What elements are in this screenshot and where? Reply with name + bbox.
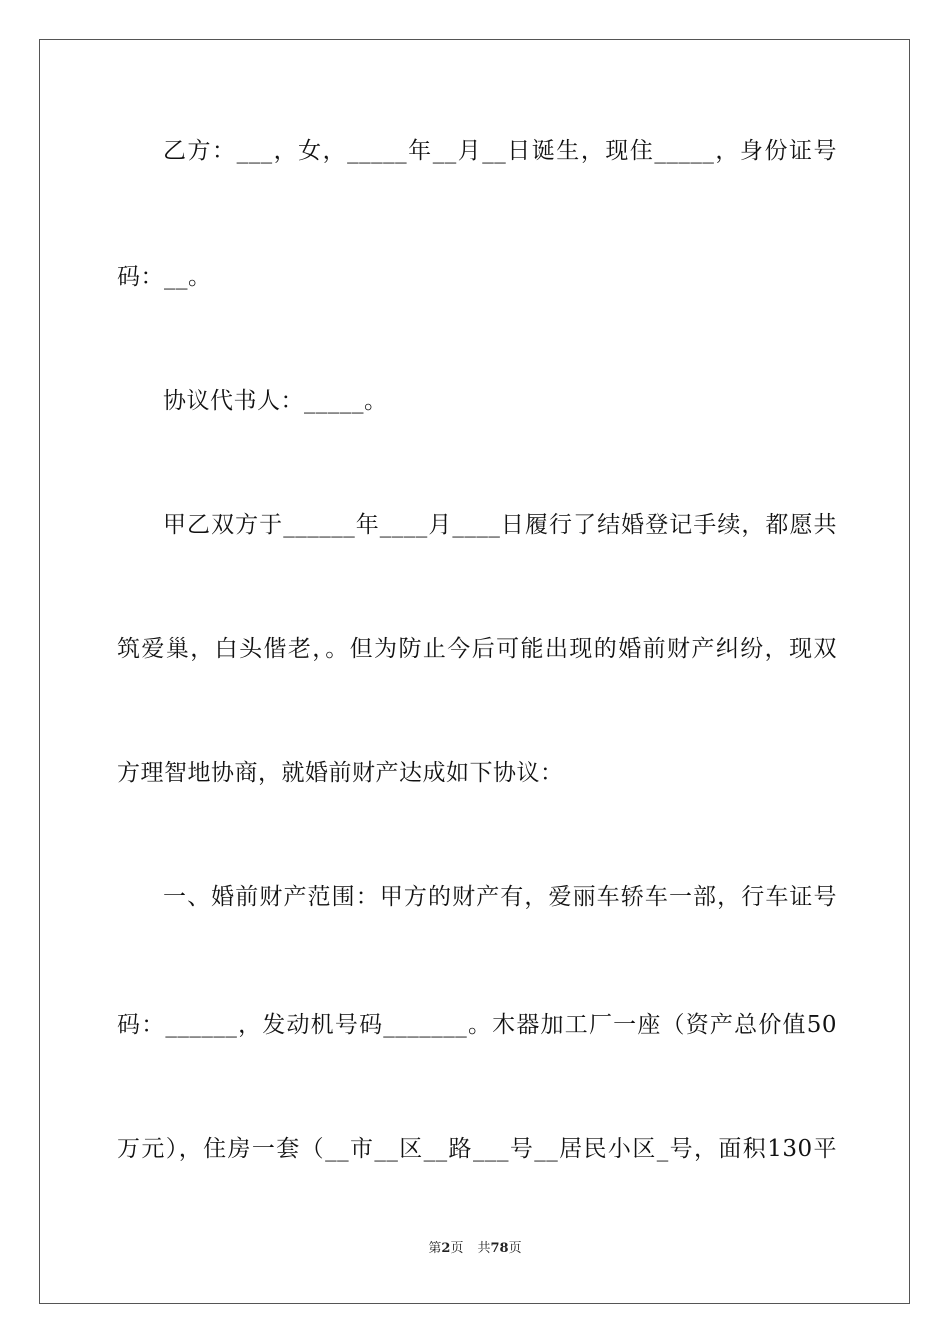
page-suffix: 页 xyxy=(450,1241,464,1256)
text-line-8: 码：______，发动机号码_______。木器加工厂一座（资产总价值50 xyxy=(117,1012,837,1038)
text-line-6: 方理智地协商，就婚前财产达成如下协议： xyxy=(117,760,564,786)
total-prefix: 共 xyxy=(477,1241,491,1256)
text-line-1: 乙方：___，女，_____年__月__日诞生，现住_____，身份证号 xyxy=(163,138,837,164)
page-prefix: 第 xyxy=(428,1241,442,1256)
page-number: 2 xyxy=(441,1241,451,1256)
page-border xyxy=(39,39,910,1304)
text-line-3: 协议代书人：_____。 xyxy=(163,388,388,414)
text-line-7: 一、婚前财产范围：甲方的财产有，爱丽车轿车一部，行车证号 xyxy=(163,884,837,910)
text-line-2: 码：__。 xyxy=(117,264,212,290)
total-suffix: 页 xyxy=(508,1241,522,1256)
page-footer xyxy=(0,1240,950,1258)
text-line-5: 筑爱巢，白头偕老，。但为防止今后可能出现的婚前财产纠纷，现双 xyxy=(117,636,837,662)
text-line-4: 甲乙双方于______年____月____日履行了结婚登记手续，都愿共 xyxy=(163,512,837,538)
total-pages: 78 xyxy=(490,1241,509,1256)
text-line-9: 万元），住房一套（__市__区__路___号__居民小区_号，面积130平 xyxy=(117,1136,837,1162)
